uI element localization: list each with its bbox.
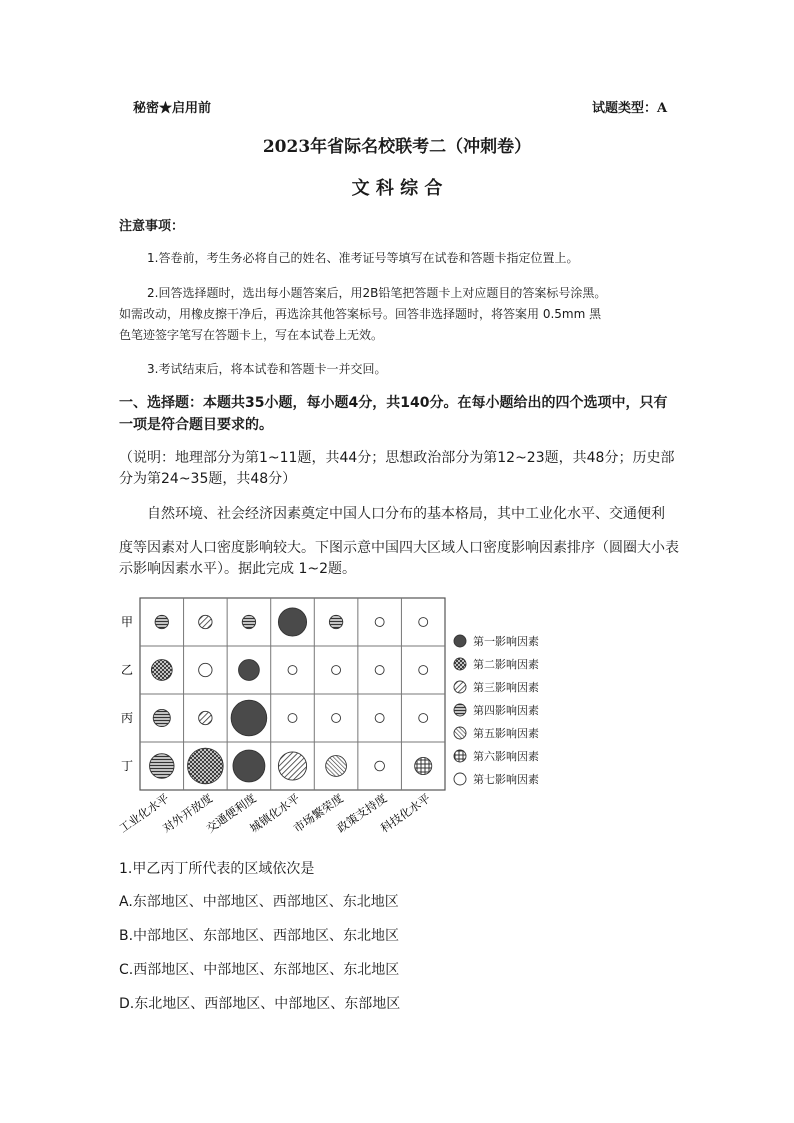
notice-item-2-line-2: 如需改动，用橡皮擦干净后，再选涂其他答案标号。回答非选择题时，将答案用 0.5mm 黑: [119, 307, 602, 321]
factor-circle: [375, 714, 384, 723]
notice-heading: 注意事项：: [119, 219, 185, 234]
column-label: 政策支持度: [334, 790, 390, 835]
factor-circle: [288, 714, 297, 723]
legend-item: [453, 630, 539, 652]
factor-circle: [188, 748, 224, 784]
option-c[interactable]: C.西部地区、中部地区、东部地区、东北地区: [119, 962, 400, 978]
factor-circle: [153, 709, 170, 726]
option-b[interactable]: B.中部地区、东部地区、西部地区、东北地区: [119, 928, 400, 944]
factor-circle: [288, 666, 297, 675]
subject-title: 文 科 综 合: [351, 178, 443, 199]
column-label: 城镇化水平: [247, 790, 303, 835]
row-label: 丁: [120, 759, 134, 773]
factor-circle: [199, 663, 212, 676]
factor-circle: [278, 752, 306, 780]
legend-label: 第三影响因素: [473, 681, 539, 694]
legend-label: 第四影响因素: [473, 704, 539, 717]
factor-circle: [278, 608, 306, 636]
legend-item: [453, 745, 539, 767]
legend-swatch-icon: [453, 634, 467, 648]
factor-circle: [326, 756, 347, 777]
chart-marks: [150, 608, 432, 784]
legend-item: [453, 653, 539, 675]
legend-item: [453, 699, 539, 721]
legend-swatch-icon: [453, 703, 467, 717]
legend-label: 第七影响因素: [473, 773, 539, 786]
notice-item-1: 1.答卷前，考生务必将自己的姓名、准考证号等填写在试卷和答题卡指定位置上。: [147, 251, 579, 265]
section-remark-line-2: 分为第24~35题，共48分）: [119, 471, 297, 487]
factor-circle: [332, 714, 341, 723]
column-label: 科技化水平: [377, 790, 433, 835]
column-label: 交通便利度: [203, 790, 259, 835]
factor-circle: [155, 615, 168, 628]
confidential-label: 秘密★启用前: [133, 101, 212, 116]
option-d[interactable]: D.东北地区、西部地区、中部地区、东部地区: [119, 996, 401, 1012]
legend-label: 第五影响因素: [473, 727, 539, 740]
factor-circle: [239, 660, 260, 681]
factor-circle: [199, 711, 212, 724]
column-labels: [116, 791, 433, 835]
option-a[interactable]: A.东部地区、中部地区、西部地区、东北地区: [119, 894, 399, 910]
factor-circle: [375, 618, 384, 627]
legend-item: [453, 676, 539, 698]
legend-swatch-icon: [453, 772, 467, 786]
notice-item-3: 3.考试结束后，将本试卷和答题卡一并交回。: [147, 362, 387, 376]
factor-circle: [231, 700, 267, 736]
factor-circle: [242, 615, 255, 628]
row-label: 甲: [120, 615, 134, 629]
section-remark-line-1: （说明：地理部分为第1~11题，共44分；思想政治部分为第12~23题，共48分；历史部: [119, 450, 675, 466]
notice-item-2-line-3: 色笔迹签字笔写在答题卡上，写在本试卷上无效。: [119, 328, 384, 342]
legend-swatch-icon: [453, 657, 467, 671]
passage-line-2: 度等因素对人口密度影响较大。下图示意中国四大区域人口密度影响因素排序（圆圈大小表: [119, 540, 679, 556]
factor-circle: [375, 761, 385, 771]
factor-circle: [415, 757, 432, 774]
column-label: 对外开放度: [159, 790, 216, 835]
section-heading-line-2: 一项是符合题目要求的。: [119, 417, 273, 433]
factor-circle: [419, 618, 428, 627]
column-label: 市场繁荣度: [290, 790, 346, 835]
factor-circle: [375, 666, 384, 675]
passage-line-1: 自然环境、社会经济因素奠定中国人口分布的基本格局，其中工业化水平、交通便利: [147, 506, 665, 522]
legend-item: [453, 722, 539, 744]
test-type-label: 试题类型：A: [592, 101, 668, 116]
passage-line-3: 示影响因素水平）。据此完成 1~2题。: [119, 561, 356, 577]
legend-label: 第二影响因素: [473, 658, 539, 671]
factor-circle: [199, 615, 212, 628]
factor-circle: [419, 666, 428, 675]
row-labels: [121, 615, 133, 773]
legend-item: [453, 768, 539, 790]
factor-circle: [151, 660, 172, 681]
legend-label: 第六影响因素: [473, 750, 539, 763]
question-stem: 1.甲乙丙丁所代表的区域依次是: [119, 861, 315, 877]
column-label: 工业化水平: [116, 790, 172, 835]
row-label: 丙: [120, 711, 134, 725]
legend-label: 第一影响因素: [473, 635, 539, 648]
legend-swatch-icon: [453, 680, 467, 694]
row-label: 乙: [120, 663, 134, 677]
factor-circle: [233, 750, 265, 782]
factor-circle: [332, 666, 341, 675]
notice-item-2-line-1: 2.回答选择题时，选出每小题答案后，用2B铅笔把答题卡上对应题目的答案标号涂黑。: [147, 286, 607, 300]
section-heading-line-1: 一、选择题：本题共35小题，每小题4分，共140分。在每小题给出的四个选项中，只有: [119, 395, 668, 411]
legend-swatch-icon: [453, 749, 467, 763]
legend-swatch-icon: [453, 726, 467, 740]
factor-circle: [329, 615, 342, 628]
factor-circle: [419, 714, 428, 723]
factor-circle: [150, 754, 175, 779]
exam-title: 2023年省际名校联考二（冲刺卷）: [262, 137, 532, 157]
